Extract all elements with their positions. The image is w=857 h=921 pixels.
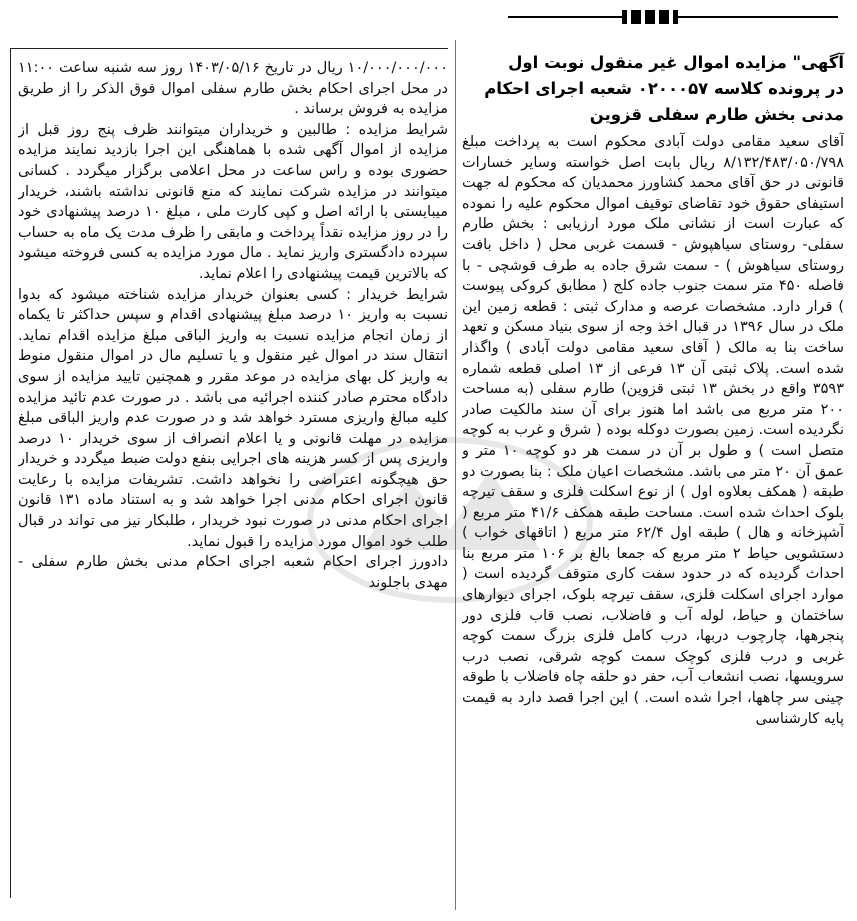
left-box-side-border: [10, 48, 11, 898]
auction-conditions-paragraph: شرایط مزایده : طالبین و خریداران میتوانند ظرف پنج روز قبل از مزایده از اموال آگهی شده با هماهنگی این اجرا بازدید نمایند مزایده حضوری بوده و راس ساعت در محل اعلامی برگزار میگردد . کسانی میتوانند در مزایده شرکت نمایند که منع قانونی نداشته باشند، خریدار میبایستی با ارائه اصل و کپی کارت ملی ، مبلغ ۱۰ درصد پیشنهادی خود را در روز مزایده نقداً پرداخت و مابقی را ظرف مدت یک ماه به حساب سپرده دادگستری واریز نماید . مال مورد مزایده به کسی فروخته میشود که بالاترین قیمت پیشنهادی را اعلام نماید.: [18, 121, 448, 282]
left-box-top-border: [10, 48, 448, 49]
title-line-3: مدنی بخش طارم سفلی قزوین: [589, 105, 844, 124]
auction-date-paragraph: ۱۰/۰۰۰/۰۰۰/۰۰۰ ریال در تاریخ ۱۴۰۳/۰۵/۱۶ روز سه شنبه ساعت ۱۱:۰۰ در محل اجرای احکام بخش طارم سفلی اموال فوق الذکر را از طریق مزایده به فروش برساند .: [18, 60, 448, 118]
buyer-conditions-paragraph: شرایط خریدار : کسی بعنوان خریدار مزایده شناخته میشود که بدوا نسبت به واریز ۱۰ درصد مبلغ پیشنهادی اقدام و سپس حداکثر تا یکماه از زمان انجام مزایده نسبت به واریز الباقی مبلغ مزایده اقدام نماید. انتقال سند در اموال غیر منقول و یا تسلیم مال در اموال منقول منوط به واریز کل بهای مزایده در موعد مقرر و همچنین تایید مزایده از سوی دادگاه محترم صادر کننده اجرائیه می باشد . در صورت عدم تائید مزایده کلیه مبالغ واریزی مسترد خواهد شد و در صورت عدم واریز الباقی مبلغ مزایده در مهلت قانونی و یا اعلام انصراف از سوی خریدار ۱۰ درصد واریزی پس از کسر هزینه های اجرایی بنفع دولت ضبط میگردد و خریدار حق هیچگونه اعتراضی را نخواهد داشت. تشریفات مزایده با رعایت قانون اجرای احکام مدنی اجرا خواهد شد و به استناد ماده ۱۳۱ قانون اجرای احکام مدنی در صورت نبود خریدار ، طلبکار نیز می تواند در قبال طلب خود اموال مورد مزایده را قبول نماید.: [18, 286, 448, 550]
right-column-paragraph: آقای سعید مقامی دولت آبادی محکوم است به پرداخت مبلغ ۸/۱۳۲/۴۸۳/۰۵۰/۷۹۸ ریال بابت اصل خواسته وسایر خسارات قانونی در حق آقای محمد کشاورز محمدیان که محکوم له جهت استیفای حقوق خود تقاضای توقیف اموال محکوم علیه را نموده که عبارت است از نشانی ملک مورد ارزیابی : بخش طارم سفلی- روستای سیاهپوش - قسمت غربی محل ( داخل بافت روستای سیاهوش ) - سمت شرق جاده به طرف قوشچی - با فاصله ۴۵۰ متر سمت جنوب جاده کلج ( مطابق کروکی پیوست ) قرار دارد. مشخصات عرصه و مدارک ثبتی : قطعه زمین این ملک در سال ۱۳۹۶ در قبال اخذ وجه از سوی بنیاد مسکن و تعهد ساخت بنا به مالک ( آقای سعید مقامی دولت آبادی ) واگذار شده است. پلاک ثبتی آن ۱۳ فرعی از ۱۳ اصلی قطعه شماره ۳۵۹۳ واقع در بخش ۱۳ ثبتی قزوین) طارم سفلی (به مساحت ۲۰۰ متر مربع می باشد اما هنوز برای آن سند مالکیت صادر نگردیده است. زمین بصورت دوکله بوده ( شرق و غرب به کوچه متصل است ) و طول بر آن در سمت هر دو کوچه ۱۰ متر و عمق آن ۲۰ متر می باشد. مشخصات اعیان ملک : بنا بصورت دو طبقه ( همکف بعلاوه اول ) از نوع اسکلت فلزی و سقف تیرچه بلوک احداث شده است. مساحت طبقه همکف ۴۱/۶ متر مربع ( آشپزخانه و هال ) طبقه اول ۶۲/۴ متر مربع ( اتاقهای خواب ) دستشویی حیاط ۲ متر مربع که جمعا بالغ بر ۱۰۶ متر مربع بنا احداث گردیده که در حدود سفت کاری متوقف گردیده است ( موارد اجرای اسکلت فلزی، سقف تیرچه بلوک، اجرای دیوارهای ساختمان و حیاط، لوله آب و فاضلاب، نصب قاب فلزی دور پنجرهها، چارچوب دربها، درب کامل فلزی بزرگ سمت کوچه غربی و درب فلزی کوچک سمت کوچه شرقی، نصب درب سرویسها، نصب انشعاب آب، حفر دو حلقه چاه فاضلاب با طوقه چینی سر چاهها، اجرا شده است. ) این اجرا قصد دارد به قیمت پایه کارشناسی: [462, 134, 844, 727]
column-divider: [455, 40, 456, 910]
right-column: [462, 132, 844, 918]
title-line-1: آگهی" مزایده اموال غیر منقول نوبت اول: [508, 53, 844, 72]
header-ornament: [622, 10, 678, 24]
signature: دادورز اجرای احکام شعبه اجرای احکام مدنی بخش طارم سفلی - مهدی باجلوند: [18, 554, 448, 591]
notice-title: [462, 50, 844, 128]
left-column: [18, 58, 448, 888]
title-line-2: در پرونده کلاسه ۰۲۰۰۰۵۷ شعبه اجرای احکام: [484, 79, 844, 98]
